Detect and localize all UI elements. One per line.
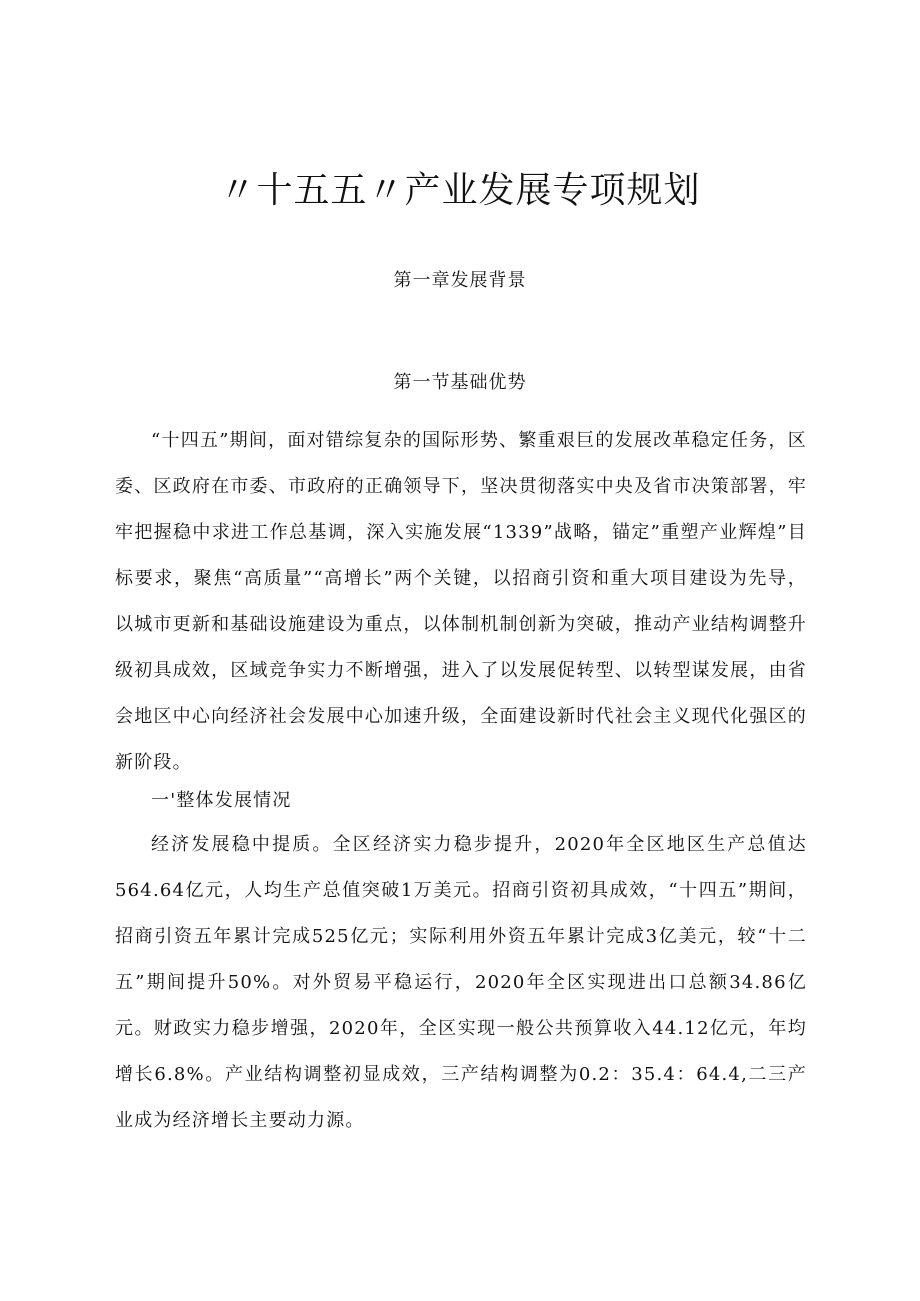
chapter-heading: 第一章发展背景 <box>393 270 527 291</box>
economy-paragraph: 经济发展稳中提质。全区经济实力稳步提升，2020年全区地区生产总值达564.64亿元，人均生产总值突破1万美元。招商引资初具成效，“十四五”期间，招商引资五年累计完成525亿元；实际利用外资五年累计完成3亿美元，较“十二五”期间提升50%。对外贸易平稳运行，2020年全区实现进出口总额34.86亿元。财政实力稳步增强，2020年，全区实现一般公共预算收入44.12亿元，年均增长6.8%。产业结构调整初显成效，三产结构调整为0.2：35.4：64.4,二三产业成为经济增长主要动力源。 <box>115 834 807 1131</box>
document-title: 〃十五五〃产业发展专项规划 <box>219 170 701 211</box>
intro-paragraph: “十四五”期间，面对错综复杂的国际形势、繁重艰巨的发展改革稳定任务，区委、区政府在市委、市政府的正确领导下，坚决贯彻落实中央及省市决策部署，牢牢把握稳中求进工作总基调，深入实施发展“1339”战略，锚定”重塑产业辉煌”目标要求，聚焦“高质量”“高增长”两个关键，以招商引资和重大项目建设为先导，以城市更新和基础设施建设为重点，以体制机制创新为突破，推动产业结构调整升级初具成效，区域竞争实力不断增强，进入了以发展促转型、以转型谋发展，由省会地区中心向经济社会发展中心加速升级，全面建设新时代社会主义现代化强区的新阶段。 <box>115 430 807 773</box>
section-heading: 第一节基础优势 <box>393 372 527 393</box>
subsection-heading: 一'整体发展情况 <box>151 790 292 811</box>
